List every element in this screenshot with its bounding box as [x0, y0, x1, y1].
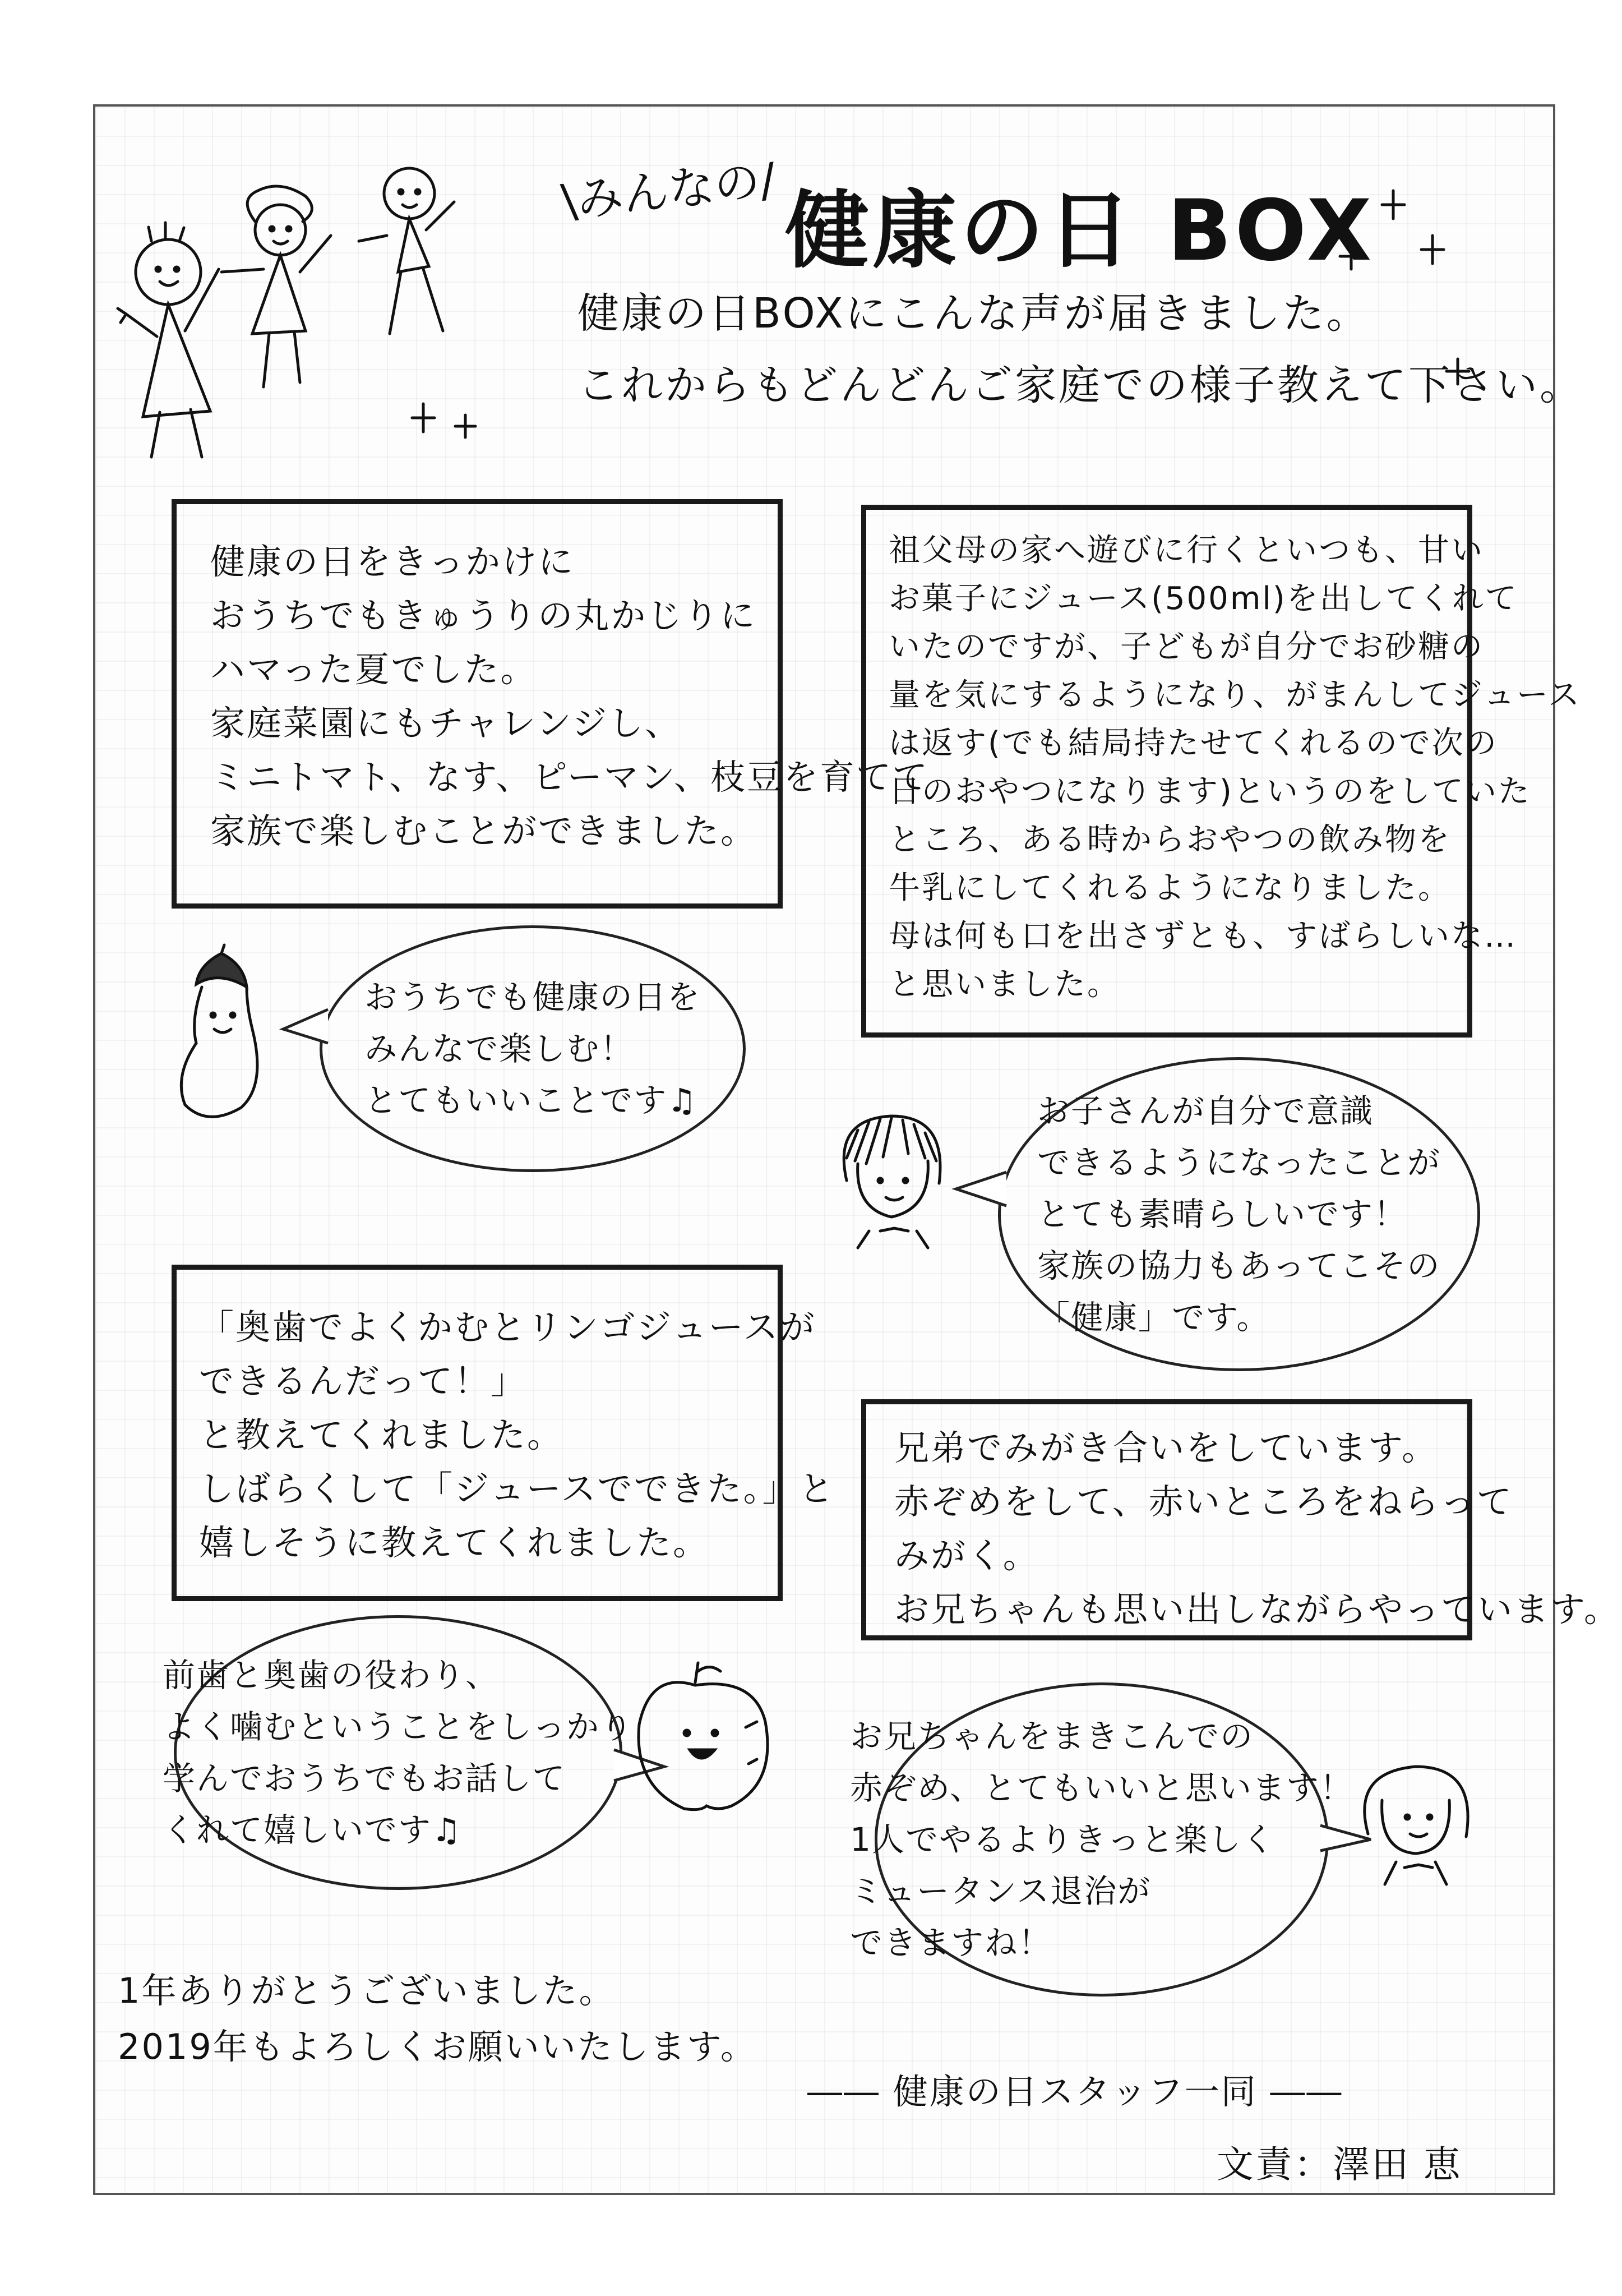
message-text-2: 祖父母の家へ遊びに行くといつも、甘い お菓子にジュース(500ml)を出してくれて いたのですが、子どもが自分でお砂糖の 量を気にするようになり、がまんしてジュース は返す(でも結局持たせてくれるので次の 日のおやつになります)というのをしていた ところ、ある時からおやつの飲み物を 牛乳にしてくれるようになりました。 母は何も口を出さずとも、すばらしいな… と思いました。: [889, 532, 1582, 1003]
reply-text-1: おうちでも健康の日を みんなで楽しむ！ とてもいいことです♫: [364, 978, 701, 1119]
kids-illustration: [112, 157, 505, 471]
apple-icon: [634, 1660, 779, 1828]
reply-bubble-2: [998, 1057, 1480, 1371]
message-box-3: [172, 1265, 835, 1601]
message-text-1: 健康の日をきっかけに おうちでもきゅうりの丸かじりに ハマった夏でした。 家庭菜園にもチャレンジし、 ミニトマト、なす、ピーマン、枝豆を育てて 家族で楽しむことができました。: [210, 541, 930, 851]
reply-text-4: お兄ちゃんをまきこんでの 赤ぞめ、とてもいいと思います！ 1人でやるよりきっと楽しく ミュータンス退治が できますね！: [850, 1717, 1353, 1962]
child-icon: [1351, 1750, 1480, 1901]
reply-bubble-4: [850, 1682, 1353, 1997]
sparkle-icons: [1334, 179, 1503, 393]
author-credit: 文責：澤田 恵: [1217, 2143, 1462, 2186]
message-text-4: 兄弟でみがき合いをしています。 赤ぞめをして、赤いところをねらって みがく。 お兄ちゃんも思い出しながらやっています。: [894, 1427, 1621, 1630]
reply-bubble-3: [163, 1615, 634, 1890]
intro-text: 健康の日BOXにこんな声が届きました。 これからもどんどんご家庭での様子教えて下さい。: [577, 289, 1583, 409]
page-title: 健康の日 BOX: [785, 182, 1375, 280]
bubble-tail-2: [953, 1167, 1009, 1217]
staff-signature: ―― 健康の日スタッフ一同 ――: [807, 2071, 1343, 2112]
message-box-2: [861, 505, 1582, 1038]
reply-bubble-1: [320, 925, 746, 1172]
message-box-1: [172, 499, 930, 909]
woman-icon: [824, 1096, 964, 1265]
reply-text-3: 前歯と奥歯の役わり、 よく噛むということをしっかり 学んでおうちでもお話して くれて嬉しいです♫: [163, 1656, 634, 1849]
bubble-tail-1: [280, 1004, 331, 1054]
message-box-4: [861, 1399, 1621, 1640]
eggplant-icon: [168, 942, 292, 1127]
reply-text-2: お子さんが自分で意識 できるようになったことが とても素晴らしいです！ 家族の協力もあってこその 「健康」です。: [1037, 1092, 1441, 1336]
closing-message: 1年ありがとうございました。 2019年もよろしくお願いいたします。: [118, 1970, 757, 2067]
message-text-3: 「奥歯でよくかむとリンゴジュースが できるんだって！」 と教えてくれました。 しばらくして「ジュースでできた。」と 嬉しそうに教えてくれました。: [199, 1307, 835, 1563]
title-tagline: \みんなの/: [558, 153, 778, 229]
